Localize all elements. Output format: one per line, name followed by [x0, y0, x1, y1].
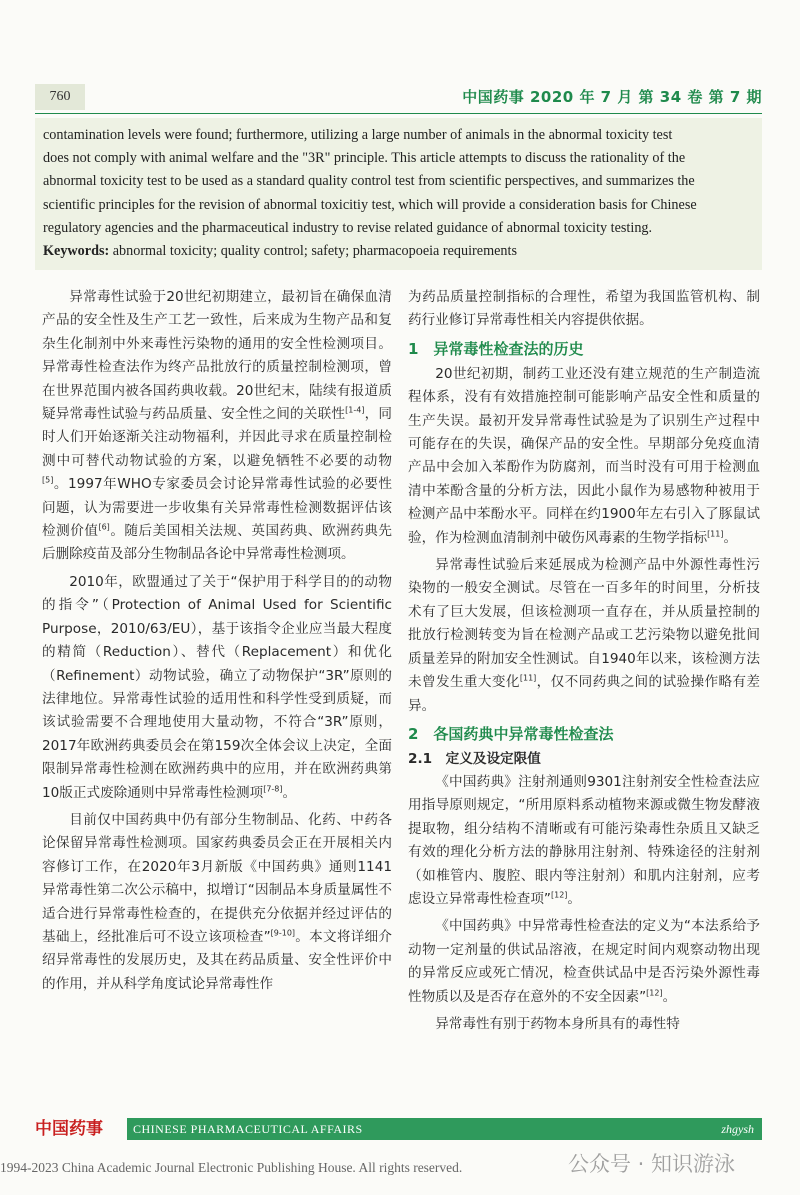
subsection-heading: 2.1 定义及设定限值 — [408, 750, 541, 767]
citation: [9-10] — [270, 928, 296, 938]
paragraph-text: 。1997年WHO专家委员会讨论异常毒性试验的必要性问题，认为需要进一步收集有关异常毒性检测数据评估该检测价值 — [42, 476, 392, 540]
page-number: 760 — [35, 84, 85, 110]
keywords-text: abnormal toxicity; quality control; safety; pharmacopoeia requirements — [112, 243, 517, 260]
abstract-line: abnormal toxicity test to be used as a standard quality control test from scientific perspectives, and summarizes the — [43, 173, 695, 190]
paragraph-text: 。本文将详细介绍异常毒性的发展历史，及其在药品质量、安全性评价中的作用，并从科学角度试论异常毒性作 — [42, 928, 392, 992]
paragraph-text: 。 — [662, 988, 677, 1005]
paragraph-text: 2010年，欧盟通过了关于“保护用于科学目的的动物的指令”（Protection of Animal Used for Scientific Purpose，2010/63/EU），基于该指令企业应当最大程度的精简（Reduction）、替代（Replacement）和优化（Refinement）动物试验，确立了动物保护“3R”原则的法律地位。异常毒性试验的适用性和科学性受到质疑，而该试验需要不合理地使用大量动物，不符合“3R”原则，2017年欧洲药典委员会在第159次全体会议上决定，全面限制异常毒性检测在欧洲药典中的应用，并在欧洲药典第10版正式废除通则中异常毒性检测项 — [42, 573, 392, 801]
paragraph-text: 。 — [723, 529, 738, 546]
paragraph: 为药品质量控制指标的合理性，希望为我国监管机构、制药行业修订异常毒性相关内容提供依据。 — [408, 289, 760, 329]
paragraph — [408, 771, 760, 911]
paragraph — [42, 286, 392, 567]
keywords-line — [43, 240, 754, 263]
section-heading: 1 异常毒性检查法的历史 — [408, 339, 584, 358]
abstract-line: regulatory agencies and the pharmaceutical industry to revise related guidance of abnormal toxicity testing. — [43, 219, 653, 236]
citation: [11] — [519, 673, 537, 683]
section-heading: 2 各国药典中异常毒性检查法 — [408, 724, 614, 743]
journal-issue-info: 中国药事 2020 年 7 月 第 34 卷 第 7 期 — [462, 88, 762, 106]
abstract-line: does not comply with animal welfare and the "3R" principle. This article attempts to discuss the rationality of the — [43, 150, 686, 167]
paragraph — [42, 571, 392, 805]
keywords-label: Keywords: — [43, 243, 110, 260]
paragraph-text: 20世纪初期，制药工业还没有建立规范的生产制造流程体系，没有有效措施控制可能影响产品安全性和质量的生产失误。最初开发异常毒性试验是为了识别生产过程中可能存在的失误，确保产品的安全性。早期部分免疫血清产品中会加入苯酚作为防腐剂，而当时没有可用于检测血清中苯酚含量的分析方法，因此小鼠作为易感物种被用于检测产品中苯酚水平。同样在约1900年左右引入了豚鼠试验，作为检测血清制剂中破伤风毒素的生物学指标 — [408, 365, 760, 546]
paragraph-text: 《中国药典》中异常毒性检查法的定义为“本法系给予动物一定剂量的供试品溶液，在规定时间内观察动物出现的异常反应或死亡情况，检查供试品中是否污染外源性毒性物质以及是否存在意外的不安全因素” — [408, 918, 760, 1005]
paragraph-text: 异常毒性试验于20世纪初期建立，最初旨在确保血清产品的安全性及生产工艺一致性，后来成为生物产品和复杂生化制剂中外来毒性污染物的通用的安全性检测项目。异常毒性检查法作为终产品批放行的质量控制检测项，曾在世界范围内被各国药典收载。20世纪末，陆续有报道质疑异常毒性试验与药品质量、安全性之间的关联性 — [42, 289, 392, 423]
citation: [7-8] — [263, 784, 283, 793]
paragraph-text: ，同时人们开始逐渐关注动物福利，并因此寻求在质量控制检测中可替代动物试验的方案，以避免牺牲不必要的动物 — [42, 406, 393, 469]
paragraph-text: 目前仅中国药典中仍有部分生物制品、化药、中药各论保留异常毒性检测项。国家药典委员会正在开展相关内容修订工作，在2020年3月新版《中国药典》通则1141 异常毒性第二次公示稿中，拟增订“因制品本身质量属性不适合进行异常毒性检查的，在提供充分依据并经过评估的基础上，经批准后可不设立该项检查” — [42, 811, 392, 945]
footer-journal-name: CHINESE PHARMACEUTICAL AFFAIRS — [133, 1122, 363, 1136]
paragraph — [42, 809, 392, 996]
watermark: 公众号 · 知识游泳 — [568, 1152, 736, 1176]
copyright-notice: 1994-2023 China Academic Journal Electronic Publishing House. All rights reserved. — [0, 1160, 463, 1175]
abstract-line: contamination levels were found; furthermore, utilizing a large number of animals in the abnormal toxicity test — [43, 127, 673, 143]
citation: [5] — [42, 475, 54, 485]
paragraph — [408, 915, 760, 1009]
citation: [1-4] — [345, 405, 365, 415]
paragraph-text: 。 — [282, 784, 297, 801]
footer-code: zhgysh — [721, 1122, 754, 1136]
paragraph-text: ，仅不同药典之间的试验操作略有差异。 — [408, 674, 760, 714]
abstract-box — [35, 118, 762, 270]
right-column — [408, 286, 760, 1040]
paragraph-text: 异常毒性试验后来延展成为检测产品中外源性毒性污染物的一般安全测试。尽管在一百多年的时间里，分析技术有了巨大发展，但该检测项一直存在，并从质量控制的批放行检测转变为旨在检测产品或工艺污染物以避免批间质量差异的附加安全性测试。自1940年以来，该检测方法未曾发生重大变化 — [408, 557, 760, 691]
paragraph — [408, 363, 760, 550]
paragraph-text: 。 — [567, 890, 581, 907]
abstract-line: scientific principles for the revision of abnormal toxicitiy test, which will provide a consideration basis for Chinese — [43, 196, 697, 213]
paragraph-text: 。随后美国相关法规、英国药典、欧洲药典先后删除疫苗及部分生物制品各论中异常毒性检测项。 — [42, 523, 393, 563]
paragraph: 异常毒性有别于药物本身所具有的毒性特 — [435, 1015, 680, 1032]
citation: [6] — [98, 522, 110, 532]
left-column — [42, 286, 392, 1000]
journal-logo: 中国药事 — [35, 1118, 127, 1140]
paragraph-text: 《中国药典》注射剂通则9301注射剂安全性检查法应用指导原则规定，“所用原料系动植物来源或微生物发酵液提取物，组分结构不清晰或有可能污染毒性杂质且又缺乏有效的理化分析方法的静脉用注射剂、特殊途径的注射剂（如椎管内、腹腔、眼内等注射剂）和肌内注射剂，应考虑设立异常毒性检查项” — [408, 773, 760, 907]
citation: [12] — [550, 890, 568, 900]
paragraph — [408, 554, 760, 718]
page-header — [35, 82, 762, 112]
footer-bar — [35, 1118, 762, 1140]
citation: [12] — [646, 988, 663, 998]
header-rule — [35, 113, 762, 114]
citation: [11] — [707, 529, 724, 539]
